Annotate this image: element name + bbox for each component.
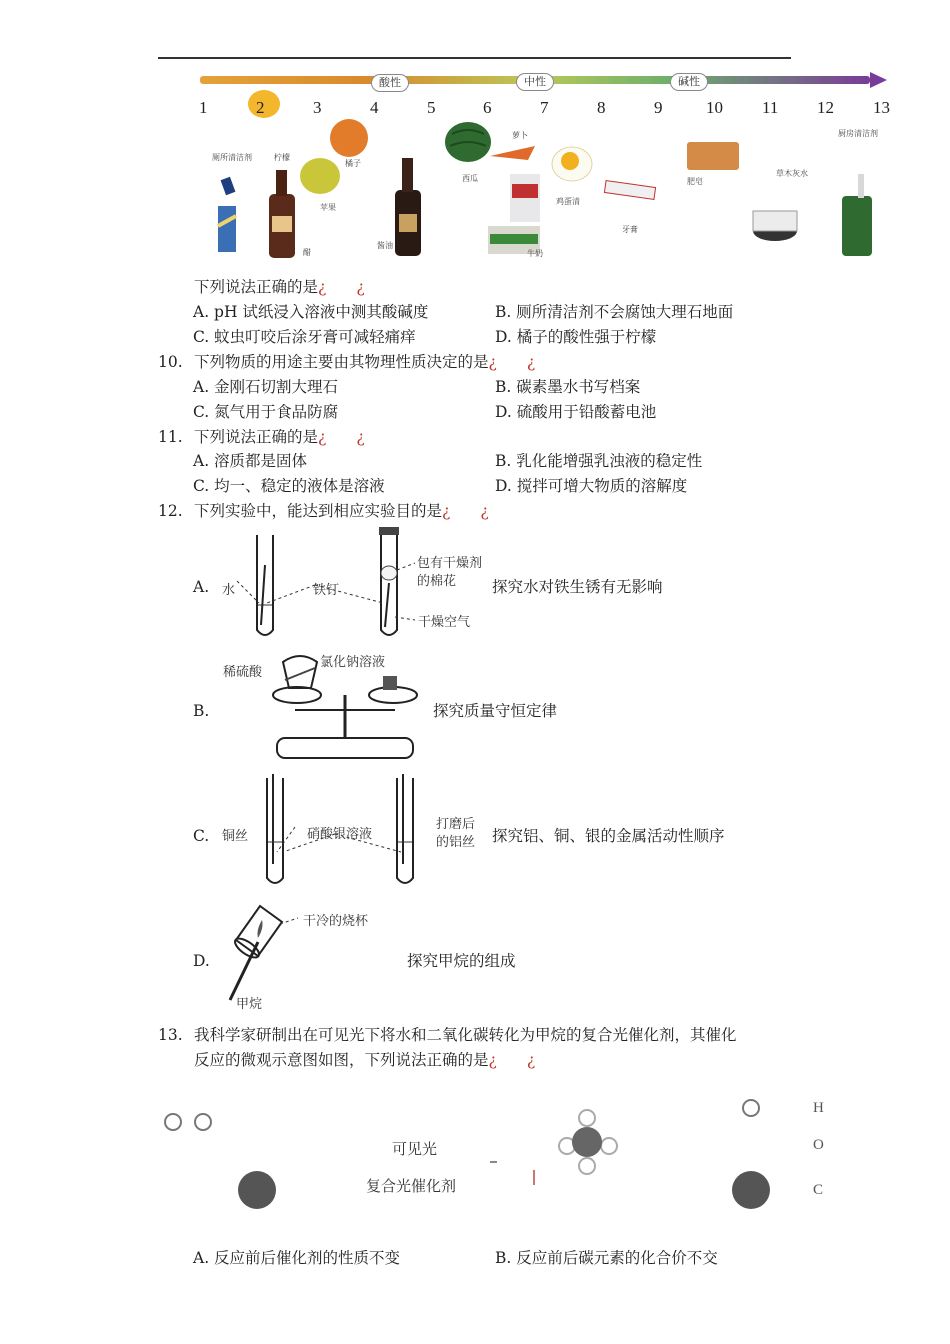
q13-number: 13. <box>158 1026 183 1044</box>
q12-a-purpose: 探究水对铁生锈有无影响 <box>492 578 663 596</box>
ph-tick: 12 <box>817 98 834 117</box>
label-silver-nitrate: 硝酸银溶液 <box>307 827 373 842</box>
paren-mark: ¿ <box>356 278 365 296</box>
caption-apple: 苹果 <box>320 203 336 212</box>
h-atom <box>579 1110 595 1126</box>
top-rule <box>158 57 791 59</box>
paren-mark: ¿ <box>488 353 497 371</box>
q12-stem <box>194 501 489 521</box>
q12-b-letter: B. <box>193 702 210 720</box>
q10-stem <box>194 352 535 372</box>
ph-tick: 6 <box>483 98 492 117</box>
q10-option-d: D. 硫酸用于铅酸蓄电池 <box>495 403 657 421</box>
q12-number: 12. <box>158 502 183 520</box>
h-atom <box>743 1100 759 1116</box>
q11-number: 11. <box>158 428 183 446</box>
ph-tick: 10 <box>706 98 723 117</box>
caption-lemon: 柠檬 <box>274 153 290 162</box>
ph-acid-label: 酸性 <box>371 74 409 92</box>
c-atom <box>572 1127 602 1157</box>
paren-mark: ¿ <box>356 428 365 446</box>
caption-watermelon: 西瓜 <box>462 174 478 183</box>
q10-stem-text: 下列物质的用途主要由其物理性质决定的是 <box>194 353 489 371</box>
ph-tick: 4 <box>370 98 379 117</box>
q12-stem-text: 下列实验中，能达到相应实验目的是 <box>194 502 443 520</box>
q11-option-d: D. 搅拌可增大物质的溶解度 <box>495 477 688 495</box>
q12-b-purpose: 探究质量守恒定律 <box>433 702 558 720</box>
q11-option-a: A. 溶质都是固体 <box>193 452 308 470</box>
q12-a-letter: A. <box>193 578 210 596</box>
orange-image <box>330 119 368 157</box>
q10-option-b: B. 碳素墨水书写档案 <box>495 378 641 396</box>
h-atom <box>195 1114 211 1130</box>
q11-option-b: B. 乳化能增强乳浊液的稳定性 <box>495 452 703 470</box>
ph-tick: 9 <box>654 98 663 117</box>
q11-stem <box>194 427 365 447</box>
ph-scale-figure <box>190 66 900 266</box>
c-atom <box>732 1171 770 1209</box>
q12-c-purpose: 探究铝、铜、银的金属活动性顺序 <box>492 827 725 845</box>
q12-d-letter: D. <box>193 952 210 970</box>
caption-toilet-cleaner: 厕所清洁剂 <box>212 153 252 162</box>
ph-tick: 8 <box>597 98 606 117</box>
q12-d-purpose: 探究甲烷的组成 <box>407 952 516 970</box>
label-nacl-solution: 氯化钠溶液 <box>320 655 386 670</box>
caption-milk: 牛奶 <box>527 249 543 258</box>
ph-tick: 5 <box>427 98 436 117</box>
apple-image <box>300 158 340 194</box>
q13-reaction-diagram <box>155 1090 795 1220</box>
legend-c: C <box>813 1182 824 1198</box>
paren-mark: ¿ <box>318 278 327 296</box>
paren-mark: ¿ <box>480 502 489 520</box>
legend-o: O <box>813 1137 824 1153</box>
ph-neutral-label: 中性 <box>516 73 554 91</box>
q9-option-a: A. pH 试纸浸入溶液中测其酸碱度 <box>193 303 429 321</box>
q9-stem-text: 下列说法正确的是 <box>194 278 319 296</box>
caption-orange: 橘子 <box>345 159 361 168</box>
q9-stem <box>194 277 365 297</box>
q10-number: 10. <box>158 353 183 371</box>
q10-option-c: C. 氮气用于食品防腐 <box>193 403 339 421</box>
toilet-cleaner-bottle <box>218 206 236 252</box>
ph-arrow-head <box>870 72 887 88</box>
q12-c-letter: C. <box>193 827 210 845</box>
paren-mark: ¿ <box>488 1051 497 1069</box>
label-polished-aluminum: 打磨后 的铝丝 <box>436 817 476 850</box>
q10-option-a: A. 金刚石切割大理石 <box>193 378 339 396</box>
label-methane: 甲烷 <box>236 997 263 1012</box>
label-composite-photocatalyst: 复合光催化剂 <box>366 1177 457 1195</box>
h-atom <box>601 1138 617 1154</box>
ph-alkaline-label: 碱性 <box>670 73 708 91</box>
caption-kitchen-cleaner: 厨房清洁剂 <box>838 129 878 138</box>
paren-mark: ¿ <box>526 353 536 371</box>
caption-vinegar: 醋 <box>303 248 311 257</box>
label-dry-cold-beaker: 干冷的烧杯 <box>303 914 369 929</box>
q13-stem-text: 反应的微观示意图如图，下列说法正确的是 <box>194 1051 489 1069</box>
q9-option-d: D. 橘子的酸性强于柠檬 <box>495 328 657 346</box>
caption-carrot: 萝卜 <box>512 131 528 140</box>
label-dilute-sulfuric-acid: 稀硫酸 <box>223 665 263 680</box>
label-cotton: 包有干燥剂 的棉花 <box>417 556 483 589</box>
toothpaste-tube <box>604 181 655 200</box>
ph-tick: 13 <box>873 98 890 117</box>
ph-tick: 11 <box>762 98 779 117</box>
ph-tick: 2 <box>256 98 265 117</box>
caption-soy-sauce: 酱油 <box>377 241 393 250</box>
label-copper-wire: 铜丝 <box>222 829 249 844</box>
h-atom <box>165 1114 181 1130</box>
q9-option-c: C. 蚊虫叮咬后涂牙膏可减轻痛痒 <box>193 328 416 346</box>
q13-line1: 我科学家研制出在可见光下将水和二氧化碳转化为甲烷的复合光催化剂，其催化 <box>194 1026 737 1044</box>
caption-soap: 肥皂 <box>687 177 703 186</box>
c-atom <box>238 1171 276 1209</box>
q11-stem-text: 下列说法正确的是 <box>194 428 319 446</box>
soap-bar <box>687 142 739 170</box>
kitchen-cleaner-bottle <box>842 196 872 256</box>
carrot-image <box>490 146 535 160</box>
ph-tick: 3 <box>313 98 322 117</box>
label-water: 水 <box>222 583 236 598</box>
label-iron-nail: 铁钉 <box>313 583 340 598</box>
h-atom <box>579 1158 595 1174</box>
ph-tick: 7 <box>540 98 549 117</box>
label-visible-light: 可见光 <box>392 1140 438 1158</box>
ph-tick: 1 <box>199 98 208 117</box>
label-dry-air: 干燥空气 <box>418 615 471 630</box>
q13-option-b: B. 反应前后碳元素的化合价不交 <box>495 1249 718 1267</box>
paren-mark: ¿ <box>318 428 327 446</box>
q9-option-b: B. 厕所清洁剂不会腐蚀大理石地面 <box>495 303 734 321</box>
legend-h: H <box>813 1100 824 1116</box>
caption-egg-white: 鸡蛋清 <box>556 197 580 206</box>
q11-option-c: C. 均一、稳定的液体是溶液 <box>193 477 385 495</box>
q13-option-a: A. 反应前后催化剂的性质不变 <box>193 1249 401 1267</box>
paren-mark: ¿ <box>526 1051 536 1069</box>
caption-toothpaste: 牙膏 <box>622 225 638 234</box>
caption-ash-water: 草木灰水 <box>776 169 808 178</box>
paren-mark: ¿ <box>442 502 451 520</box>
q13-line2 <box>194 1050 535 1070</box>
